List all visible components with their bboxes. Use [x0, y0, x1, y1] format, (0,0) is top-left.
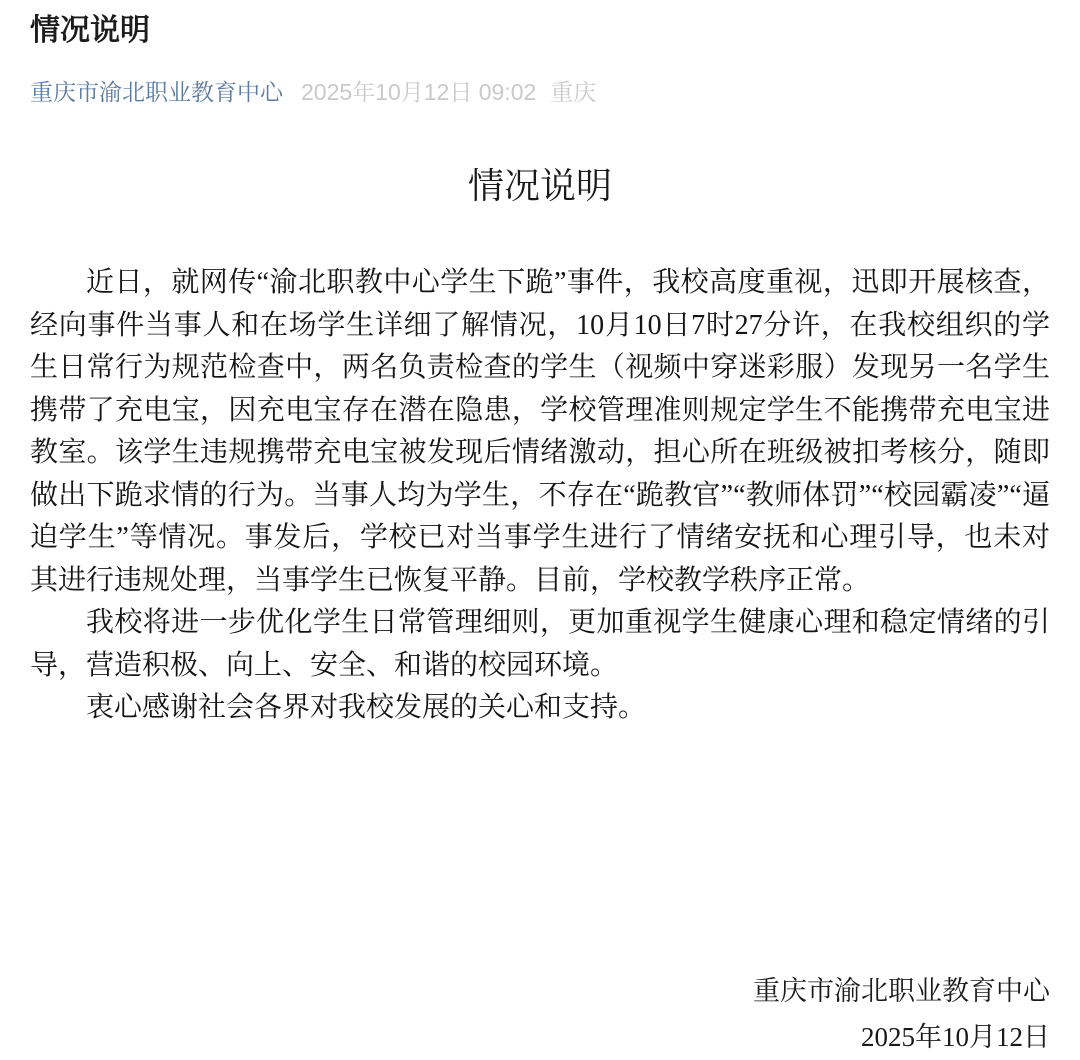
paragraph-2: 我校将进一步优化学生日常管理细则，更加重视学生健康心理和稳定情绪的引导，营造积极、向上、安全、和谐的校园环境。: [30, 607, 1050, 681]
signature-date: 2025年10月12日: [861, 1021, 1050, 1052]
paragraph-1: 近日，就网传“渝北职教中心学生下跪”事件，我校高度重视，迅即开展核查，经向事件当事人和在场学生详细了解情况，10月10日7时27分许，在我校组织的学生日常行为规范检查中，两名负责检查的学生（视频中穿迷彩服）发现另一名学生携带了充电宝，因充电宝存在潜在隐患，学校管理准则规定学生不能携带充电宝进教室。该学生违规携带充电宝被发现后情绪激动，担心所在班级被扣考核分，随即做出下跪求情的行为。当事人均为学生，不存在“跪教官”“教师体罚”“校园霸凌”“逼迫学生”等情况。事发后，学校已对当事学生进行了情绪安抚和心理引导，也未对其进行违规处理，当事学生已恢复平静。目前，学校教学秩序正常。: [30, 267, 1050, 596]
timestamp: 2025年10月12日 09:02: [301, 79, 537, 105]
page-title: 情况说明: [30, 14, 150, 47]
paragraph-3: 衷心感谢社会各界对我校发展的关心和支持。: [86, 692, 647, 723]
document-body: [30, 262, 1050, 730]
location-label: 重庆: [550, 79, 597, 105]
statement-document: [30, 164, 1050, 1060]
meta-row: [30, 79, 1050, 105]
signature-org: 重庆市渝北职业教育中心: [753, 975, 1050, 1006]
source-link[interactable]: 重庆市渝北职业教育中心: [30, 79, 283, 105]
document-title: 情况说明: [467, 166, 612, 206]
